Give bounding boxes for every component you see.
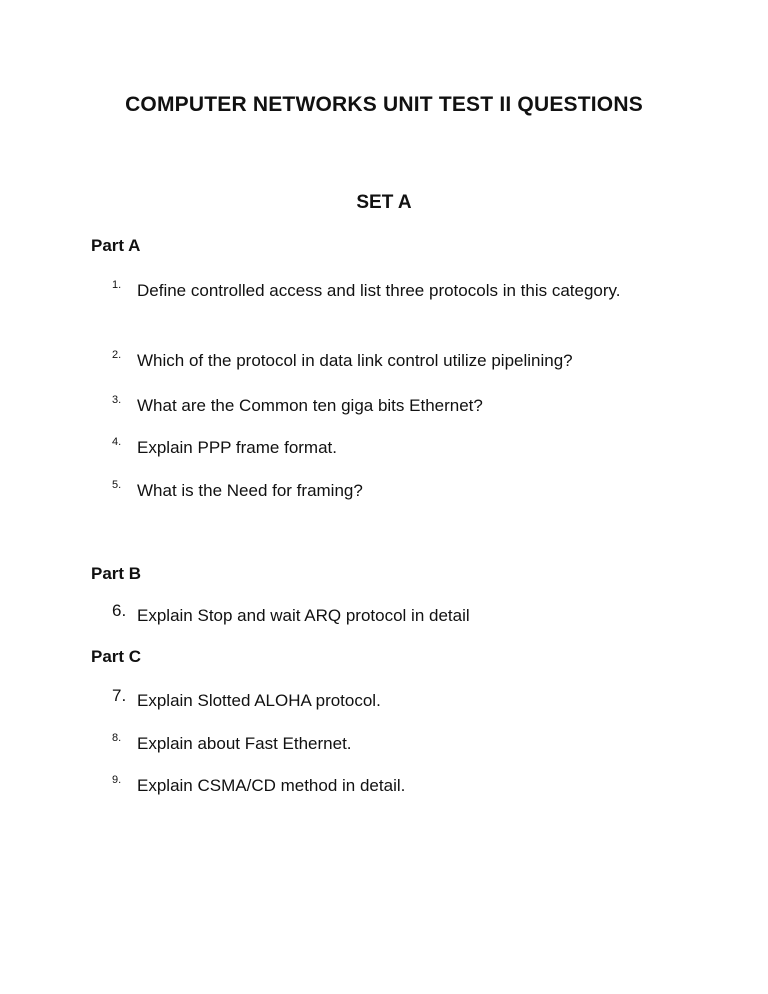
question-number: 2. (112, 349, 122, 361)
question-number: 4. (112, 436, 122, 448)
part-b-heading: Part B (91, 564, 142, 583)
question-text: Define controlled access and list three protocols in this category. (137, 281, 621, 300)
question-text: Explain PPP frame format. (137, 438, 337, 457)
question-text: What is the Need for framing? (137, 481, 363, 500)
question-text: Explain Slotted ALOHA protocol. (137, 691, 381, 710)
part-a-heading: Part A (91, 236, 141, 255)
question-item (112, 476, 672, 505)
question-text: Which of the protocol in data link control utilize pipelining? (137, 351, 573, 370)
question-number: 9. (112, 774, 122, 786)
question-number: 6. (112, 601, 127, 620)
set-label: SET A (356, 192, 412, 213)
question-number: 8. (112, 732, 122, 744)
page-title: COMPUTER NETWORKS UNIT TEST II QUESTIONS (125, 93, 643, 116)
question-item (112, 391, 672, 420)
question-item (112, 276, 632, 305)
question-item (112, 771, 672, 800)
part-c-heading: Part C (91, 647, 142, 666)
question-item (112, 346, 672, 375)
question-number: 3. (112, 394, 122, 406)
question-text: Explain Stop and wait ARQ protocol in detail (137, 606, 470, 625)
question-item (112, 686, 672, 715)
question-item (112, 601, 672, 630)
question-text: Explain CSMA/CD method in detail. (137, 776, 406, 795)
question-item (112, 729, 672, 758)
question-number: 7. (112, 686, 127, 705)
question-number: 5. (112, 479, 122, 491)
question-item (112, 433, 672, 462)
question-number: 1. (112, 279, 122, 291)
question-text: What are the Common ten giga bits Ethernet? (137, 396, 483, 415)
question-text: Explain about Fast Ethernet. (137, 734, 352, 753)
